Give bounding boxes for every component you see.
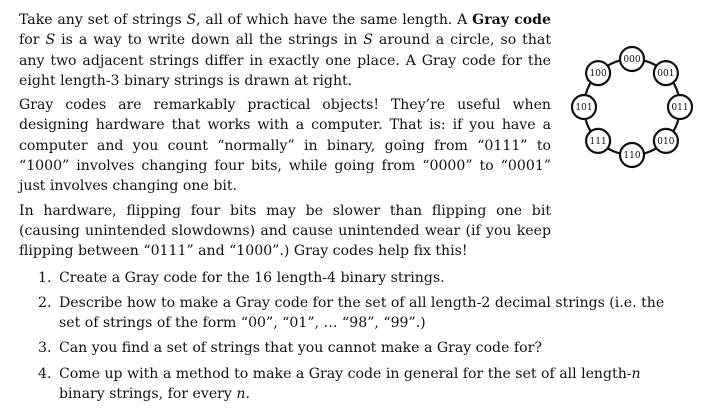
node-label: 100 — [589, 69, 607, 80]
term-gray-code: Gray code — [472, 12, 551, 28]
cycle-node-011 — [668, 95, 692, 119]
list-text: Describe how to make a Gray code for the set of all length-2 decimal strings (i.e. the set of strings of the form “00”, “01”, … “98”, “99”.) — [59, 294, 665, 332]
exercise-list — [19, 268, 691, 405]
node-label: 001 — [657, 69, 675, 80]
text-span: around a circle, so that any two adjacent strings differ in exactly one place. A Gray code for the eight length-3 binary strings is drawn at right. — [19, 32, 551, 89]
node-label: 111 — [589, 136, 607, 147]
list-number: 4. — [38, 365, 52, 382]
paragraph-intro — [19, 10, 551, 91]
cycle-node-010 — [654, 129, 678, 153]
list-item — [19, 338, 689, 358]
text-span: is a way to write down all the strings in — [55, 32, 364, 49]
list-item — [19, 268, 689, 288]
node-label: 101 — [575, 103, 593, 113]
node-label: 010 — [657, 136, 675, 147]
list-number: 2. — [38, 294, 52, 311]
text-span: Take any set of strings — [19, 12, 187, 28]
cycle-node-110 — [620, 143, 644, 167]
paragraph-practical: Gray codes are remarkably practical objects! They’re useful when designing hardware that works with a computer. That is: if you have a computer and you count “normally” in binary, going from “0111” to “1000” involves changing four bits, while going from “0000” to “0001” just involves changing one bit. — [19, 97, 551, 195]
paragraph-hardware: In hardware, flipping four bits may be slower than flipping one bit (causing unintended slowdowns) and cause unintended wear (if you keep flipping between “0111” and “1000”.) Gray codes help fix this! — [19, 202, 551, 260]
cycle-node-100 — [586, 61, 610, 85]
node-label: 000 — [623, 55, 641, 65]
list-text: . — [245, 386, 250, 403]
list-number: 3. — [38, 340, 52, 357]
list-text: binary strings, for every — [59, 386, 237, 403]
math-S: S — [186, 12, 197, 28]
math-n: n — [631, 365, 641, 382]
node-label: 110 — [623, 151, 641, 161]
nodes-group — [572, 47, 692, 167]
list-text: Can you find a set of strings that you cannot make a Gray code for? — [59, 340, 542, 357]
cycle-node-000 — [620, 47, 644, 71]
cycle-node-101 — [572, 95, 596, 119]
math-S: S — [363, 32, 373, 49]
cycle-node-001 — [654, 61, 678, 85]
list-item — [19, 364, 689, 405]
list-text: Come up with a method to make a Gray code in general for the set of all length- — [59, 365, 632, 382]
text-span: , all of which have the same length. A — [196, 12, 473, 28]
text-span: for — [19, 32, 46, 49]
math-S: S — [45, 32, 56, 49]
gray-code-cycle-diagram — [568, 45, 698, 170]
list-text: Create a Gray code for the 16 length-4 binary strings. — [59, 269, 445, 286]
cycle-svg — [568, 45, 698, 170]
node-label: 011 — [671, 103, 689, 113]
cycle-node-111 — [586, 129, 610, 153]
list-item — [19, 293, 689, 334]
math-n: n — [236, 386, 246, 403]
list-number: 1. — [38, 269, 52, 286]
